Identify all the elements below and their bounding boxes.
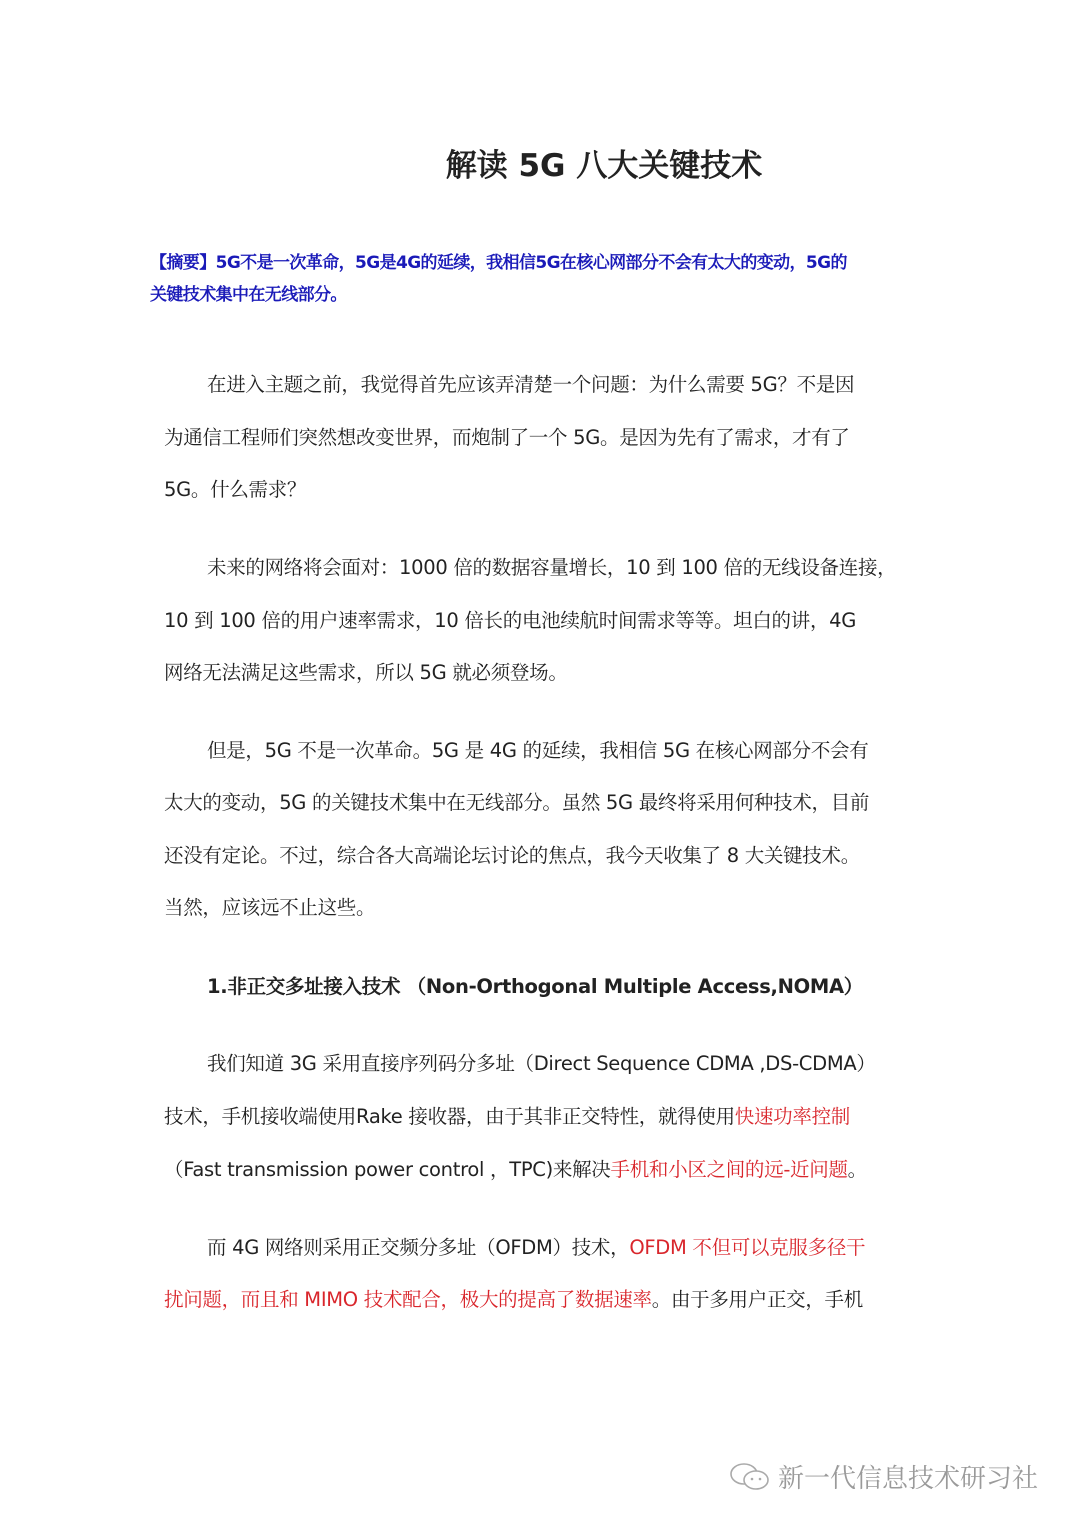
text-segment: 技术，手机接收端使用Rake 接收器，由于其非正交特性，就得使用 [164,1105,735,1128]
text-segment: 在进入主题之前，我觉得首先应该弄清楚一个问题：为什么需要 5G？不是因 [207,373,855,396]
text-line [207,1049,876,1079]
text-segment: 10 到 100 倍的用户速率需求，10 倍长的电池续航时间需求等等。坦白的讲，4G [164,609,857,632]
watermark-text: 新一代信息技术研习社 [778,1464,1039,1494]
highlighted-text: 手机和小区之间的远-近问题 [610,1158,848,1181]
abstract-line [150,248,847,278]
text-line [164,1285,863,1315]
text-line [164,423,850,453]
text-line [164,1155,867,1185]
wechat-icon [728,1460,772,1494]
text-segment: 【摘要】5G不是一次革命，5G是4G的延续，我相信5G在核心网部分不会有太大的变动，5G的 [150,253,847,273]
text-segment: 网络无法满足这些需求，所以 5G 就必须登场。 [164,661,568,684]
text-segment: 5G。什么需求？ [164,478,307,501]
text-segment: 。 [847,1158,867,1181]
text-line [164,1102,850,1132]
text-segment: 为通信工程师们突然想改变世界，而炮制了一个 5G。是因为先有了需求，才有了 [164,426,850,449]
text-segment: 关键技术集中在无线部分。 [150,285,347,305]
text-segment: 当然，应该远不止这些。 [164,896,376,919]
text-line [207,1233,865,1263]
text-line [164,658,568,688]
section-heading [207,972,863,1002]
text-line [164,893,375,923]
watermark [728,1458,1038,1495]
document-title: 解读 5G 八大关键技术 [445,148,763,184]
text-line [164,841,860,871]
highlighted-text: OFDM 不但可以克服多径干 [629,1236,866,1259]
text-segment: （Fast transmission power control ，TPC)来解决 [164,1158,611,1181]
text-line [164,475,306,505]
abstract-line [150,280,347,310]
text-line [164,606,856,636]
highlighted-text: 扰问题，而且和 MIMO 技术配合，极大的提高了数据速率 [164,1288,652,1311]
text-segment: 1.非正交多址接入技术 （Non-Orthogonal Multiple Access,NOMA） [207,975,864,998]
text-segment: 太大的变动，5G 的关键技术集中在无线部分。虽然 5G 最终将采用何种技术，目前 [164,791,870,814]
highlighted-text: 快速功率控制 [734,1105,850,1128]
text-segment: 我们知道 3G 采用直接序列码分多址（Direct Sequence CDMA ,DS-CDMA） [207,1052,876,1075]
text-segment: 未来的网络将会面对：1000 倍的数据容量增长，10 到 100 倍的无线设备连接， [207,556,897,579]
text-line [207,553,896,583]
text-segment: 还没有定论。不过，综合各大高端论坛讨论的焦点，我今天收集了 8 大关键技术。 [164,844,860,867]
text-segment: 但是，5G 不是一次革命。5G 是 4G 的延续，我相信 5G 在核心网部分不会有 [207,739,869,762]
text-line [164,788,869,818]
text-segment: 而 4G 网络则采用正交频分多址（OFDM）技术， [207,1236,630,1259]
text-segment: 。由于多用户正交，手机 [651,1288,863,1311]
text-line [207,736,868,766]
text-line [207,370,854,400]
